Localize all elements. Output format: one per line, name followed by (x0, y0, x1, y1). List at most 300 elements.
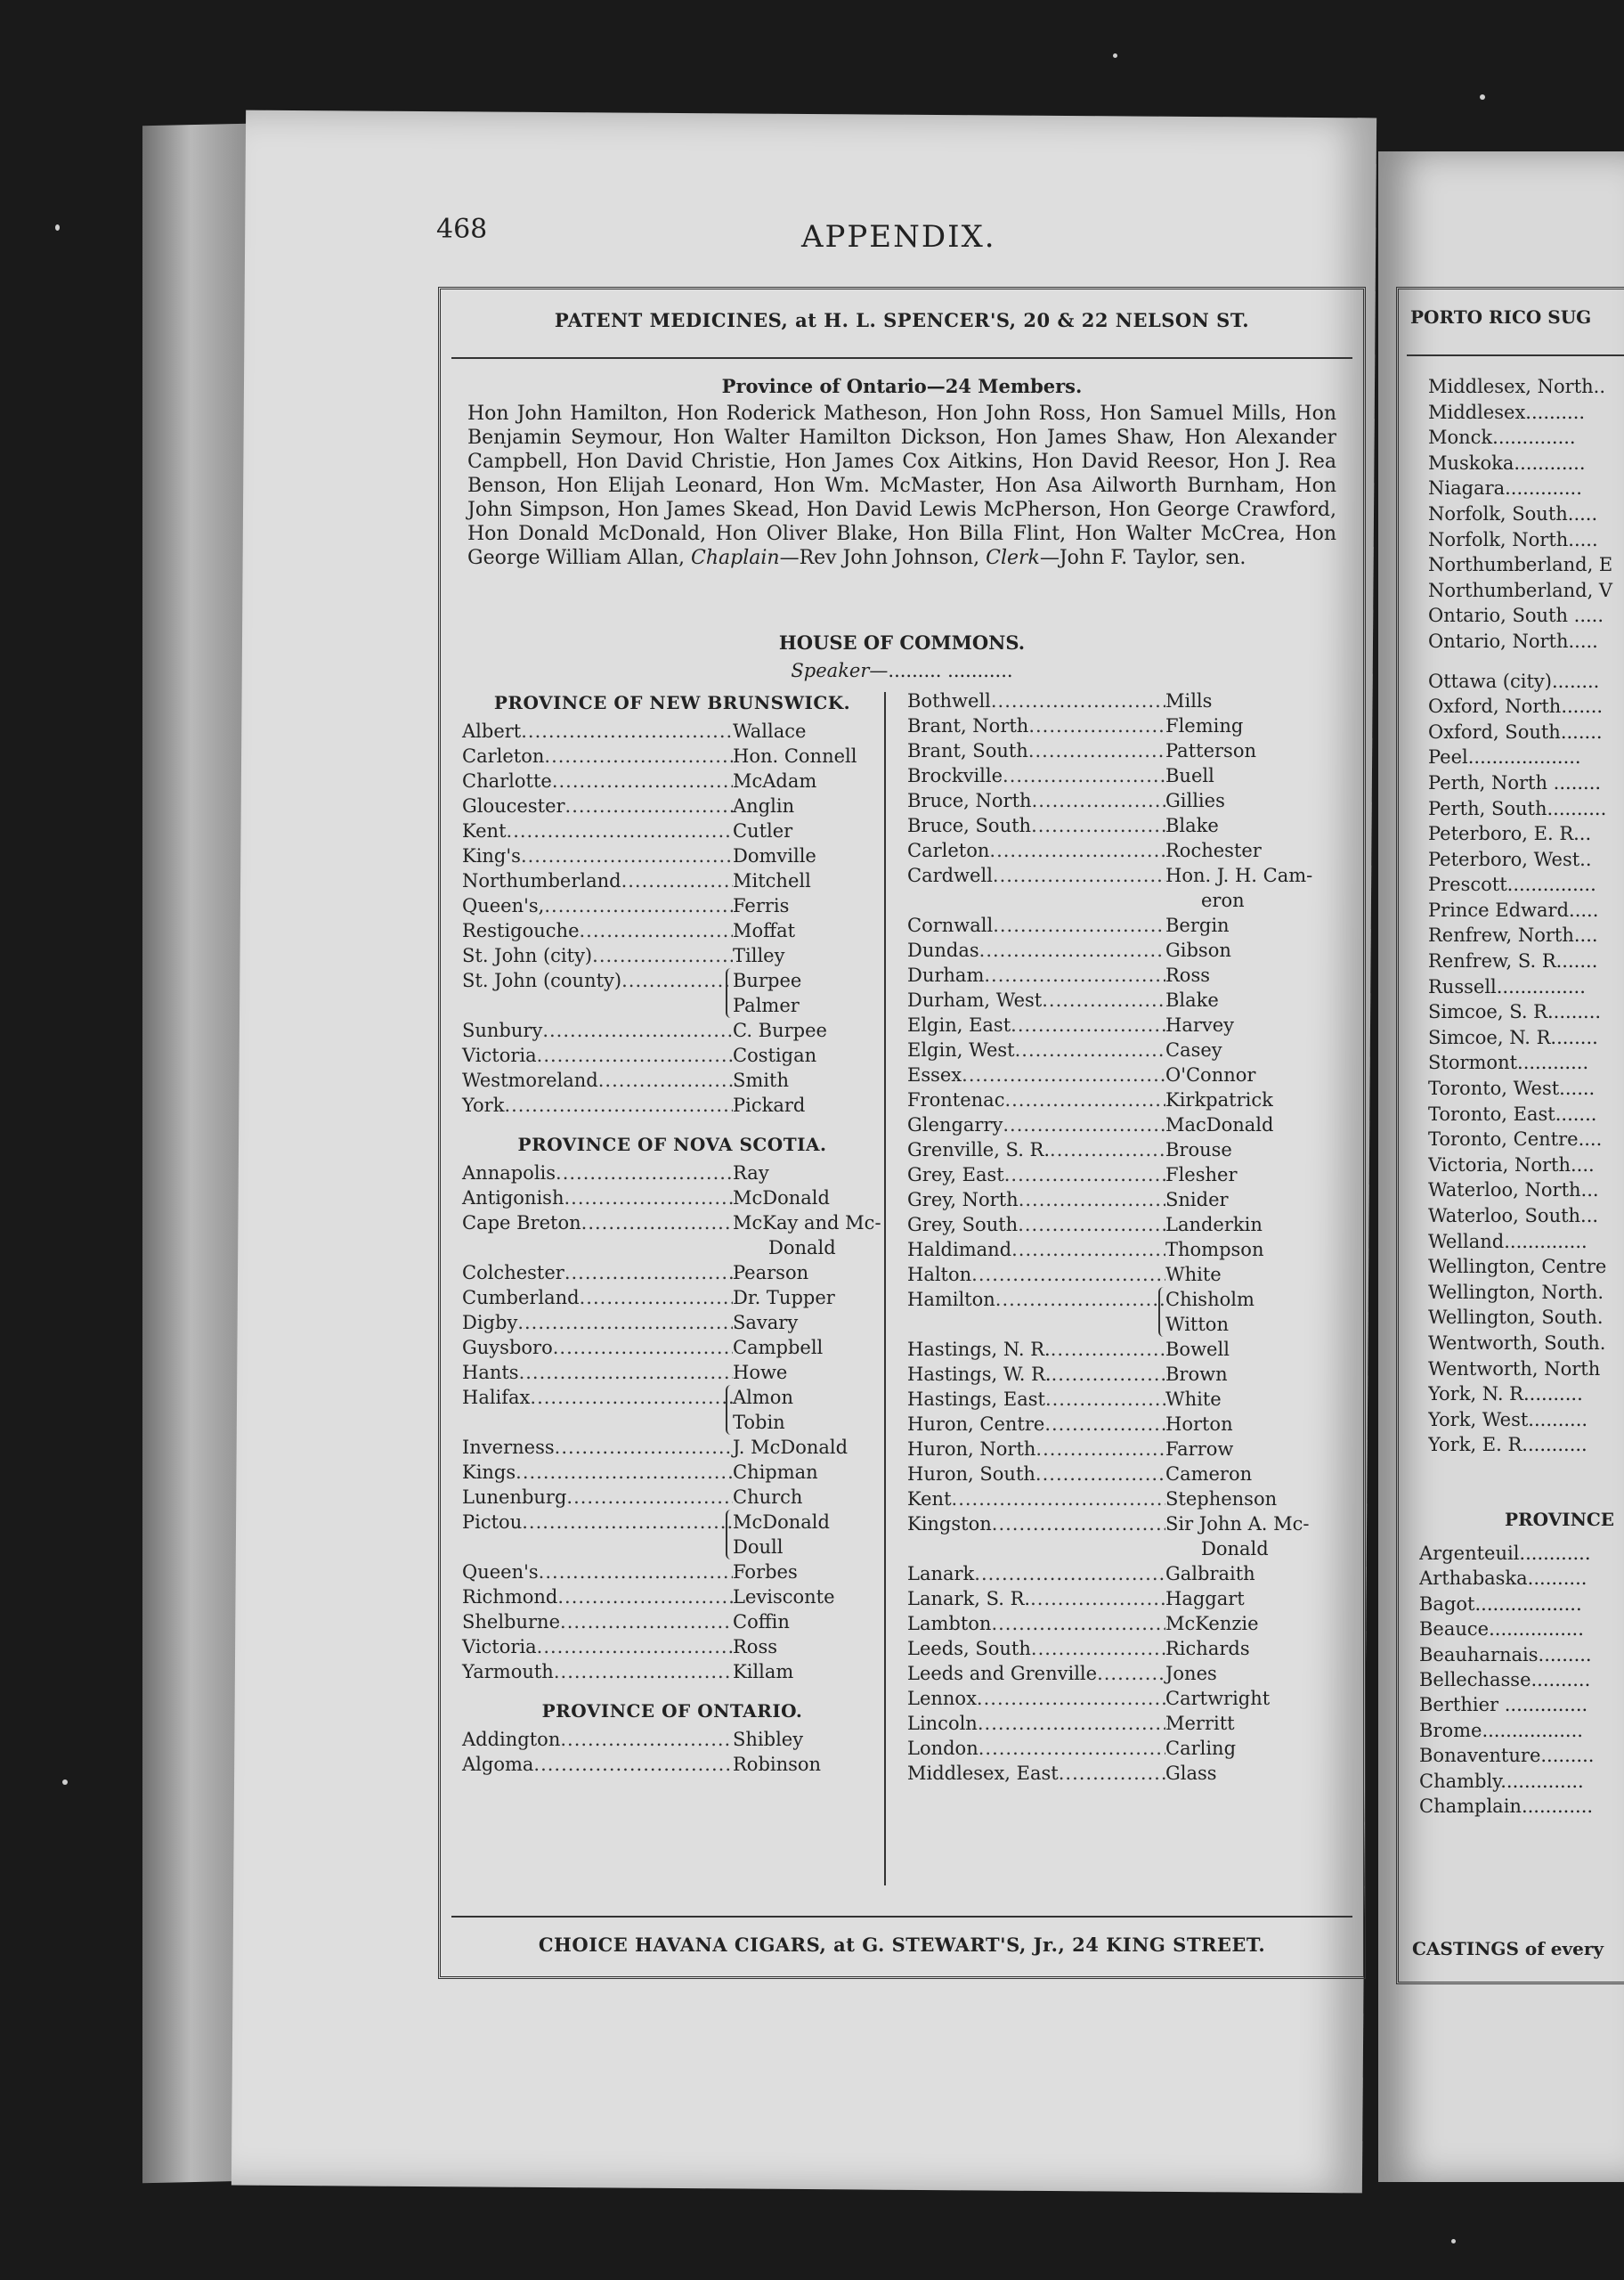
member-name: Ross (1165, 965, 1211, 986)
constituency-entry: Peterboro, E. R... (1428, 823, 1592, 845)
constituency-name: Shelburne (462, 1611, 561, 1633)
constituency-name: Frontenac (907, 1089, 1005, 1111)
constituency-name: Richmond (462, 1586, 558, 1608)
constituency-name: King's (462, 845, 521, 867)
member-name: White (1165, 1388, 1222, 1410)
province-heading-nova-scotia: PROVINCE OF NOVA SCOTIA. (517, 1134, 827, 1155)
member-name: MacDonald (1165, 1114, 1274, 1136)
constituency-row (907, 763, 1352, 788)
constituency-name: Addington (462, 1729, 561, 1750)
leader-dots (952, 1486, 1165, 1511)
constituency-entry: Champlain............ (1419, 1796, 1594, 1818)
leader-dots (1044, 1412, 1165, 1437)
member-name: Jones (1165, 1663, 1217, 1684)
leader-dots (537, 1043, 733, 1068)
leader-dots (1031, 813, 1165, 838)
constituency-entry: Peterboro, West.. (1428, 848, 1592, 870)
constituency-entry: Welland.............. (1428, 1230, 1587, 1252)
constituency-name: London (907, 1738, 978, 1759)
member-name: Ray (733, 1162, 769, 1184)
constituency-entry: Prescott............... (1428, 874, 1596, 896)
leader-dots (552, 769, 733, 794)
constituency-row (907, 1137, 1352, 1162)
member-name: Robinson (733, 1754, 822, 1775)
member-name: Galbraith (1165, 1563, 1255, 1584)
constituency-row (462, 1285, 882, 1310)
leader-dots (984, 963, 1165, 988)
constituency-entry: York, E. R........... (1428, 1434, 1587, 1456)
constituency-entry: Simcoe, S. R......... (1428, 1001, 1602, 1023)
member-name: Flesher (1165, 1164, 1238, 1185)
member-name: Kirkpatrick (1165, 1089, 1273, 1111)
leader-dots (978, 1711, 1165, 1736)
constituency-entry: Stormont............ (1428, 1052, 1589, 1074)
constituency-row (907, 1162, 1352, 1187)
ontario-list-continued (907, 688, 1352, 1786)
constituency-name: Hastings, N. R. (907, 1339, 1051, 1360)
leader-dots (557, 1584, 733, 1609)
constituency-entry: Toronto, East....... (1428, 1103, 1597, 1125)
leader-dots (974, 1561, 1165, 1586)
constituency-row (907, 1337, 1352, 1362)
constituency-entry: Oxford, South....... (1428, 721, 1603, 743)
constituency-name: Durham (907, 965, 985, 986)
constituency-row (462, 1210, 882, 1260)
leader-dots (1018, 1212, 1165, 1237)
leader-dots (1059, 1761, 1165, 1786)
constituency-row (462, 1435, 882, 1460)
constituency-row (462, 943, 882, 968)
leader-dots (530, 1385, 733, 1435)
constituency-entry: Niagara............. (1428, 477, 1582, 500)
leader-dots (621, 968, 733, 1018)
constituency-name: Cornwall (907, 915, 994, 936)
constituency-row (907, 1511, 1352, 1561)
film-speck (1480, 94, 1485, 100)
speaker-line (441, 660, 1363, 681)
member-name: Cutler (733, 820, 793, 842)
constituency-name: Grey, North (907, 1189, 1019, 1210)
member-name: McDonald Doull (733, 1510, 882, 1559)
leader-dots (1035, 1437, 1165, 1462)
constituency-row (907, 738, 1352, 763)
constituency-row (462, 1093, 882, 1118)
leader-dots (1030, 1586, 1165, 1611)
constituency-row (462, 1335, 882, 1360)
constituency-name: Halifax (462, 1387, 531, 1408)
constituency-row (462, 1659, 882, 1684)
right-page-footer-advertisement: CASTINGS of every (1412, 1938, 1604, 1959)
constituency-name: Guysboro (462, 1337, 553, 1358)
member-name: Bowell (1165, 1339, 1230, 1360)
constituency-name: Carleton (907, 840, 990, 861)
leader-dots (598, 1068, 733, 1093)
constituency-name: Kent (907, 1488, 952, 1510)
leader-dots (539, 1559, 733, 1584)
new-brunswick-list (462, 719, 882, 1118)
leader-dots (1003, 763, 1165, 788)
constituency-entry: Oxford, North....... (1428, 696, 1604, 718)
member-name: Shibley (733, 1729, 804, 1750)
senate-heading: Province of Ontario—24 Members. (721, 375, 1083, 397)
province-heading-ontario: PROVINCE OF ONTARIO. (541, 1700, 803, 1722)
constituency-name: Queen's, (462, 895, 545, 916)
leader-dots (995, 1287, 1165, 1337)
constituency-entry: Victoria, North.... (1428, 1153, 1595, 1176)
constituency-row (462, 1260, 882, 1285)
member-name: Horton (1165, 1413, 1233, 1435)
constituency-row (907, 938, 1352, 963)
constituency-name: Huron, South (907, 1463, 1035, 1485)
member-name: Almon Tobin (733, 1385, 882, 1435)
constituency-row (907, 1686, 1352, 1711)
constituency-row (462, 1043, 882, 1068)
constituency-entry: Arthabaska.......... (1419, 1568, 1587, 1590)
constituency-row (462, 1385, 882, 1435)
constituency-entry: Northumberland, E (1428, 554, 1613, 576)
constituency-name: St. John (county) (462, 970, 622, 991)
constituency-name: Kings (462, 1462, 516, 1483)
constituency-name: York (462, 1095, 505, 1116)
leader-dots (533, 1752, 733, 1777)
constituency-row (907, 1063, 1352, 1087)
member-name: Thompson (1165, 1239, 1264, 1260)
leader-dots (1032, 788, 1165, 813)
commons-heading: HOUSE OF COMMONS. (778, 631, 1026, 654)
leader-dots (993, 913, 1165, 938)
constituency-row (907, 863, 1352, 913)
constituency-entry: Wellington, South. (1428, 1307, 1604, 1329)
constituency-entry: Beauce................ (1419, 1618, 1584, 1641)
member-name: Hon. J. H. Cam- eron (1165, 865, 1313, 911)
ontario-list-start (462, 1727, 882, 1777)
constituency-row (907, 838, 1352, 863)
constituency-name: Cumberland (462, 1287, 580, 1308)
constituency-entry: Northumberland, V (1428, 579, 1613, 601)
constituency-entry: Wellington, Centre (1428, 1256, 1607, 1278)
constituency-row (462, 1485, 882, 1510)
constituency-entry: York, N. R.......... (1428, 1383, 1583, 1405)
member-name: Ferris (733, 895, 790, 916)
constituency-name: Brant, South (907, 740, 1028, 761)
member-name: White (1165, 1264, 1222, 1285)
constituency-entry: Bagot.................. (1419, 1592, 1582, 1615)
member-name: Dr. Tupper (733, 1287, 835, 1308)
column-divider (884, 692, 886, 1885)
constituency-row (907, 1262, 1352, 1287)
leader-dots (1028, 738, 1165, 763)
constituency-name: Restigouche (462, 920, 580, 941)
constituency-row (907, 913, 1352, 938)
constituency-row (907, 1462, 1352, 1486)
leader-dots (554, 1659, 733, 1684)
constituency-row (907, 688, 1352, 713)
constituency-entry: Middlesex.......... (1428, 401, 1586, 423)
constituency-name: Colchester (462, 1262, 564, 1283)
constituency-name: Algoma (462, 1754, 534, 1775)
constituency-name: Antigonish (462, 1187, 564, 1209)
member-name: McAdam (733, 770, 817, 792)
constituency-entry: Renfrew, S. R....... (1428, 950, 1598, 973)
leader-dots (993, 863, 1165, 913)
left-column (462, 688, 882, 1777)
constituency-row (907, 963, 1352, 988)
constituency-entry: Berthier .............. (1419, 1694, 1588, 1716)
constituency-row (462, 918, 882, 943)
leader-dots (1004, 1087, 1165, 1112)
constituency-row (462, 818, 882, 843)
constituency-name: Lunenburg (462, 1486, 567, 1508)
leader-dots (1031, 1636, 1165, 1661)
constituency-entry: York, West.......... (1428, 1408, 1588, 1430)
member-name: Campbell (733, 1337, 824, 1358)
member-name: Stephenson (1165, 1488, 1278, 1510)
constituency-row (907, 1387, 1352, 1412)
constituency-row (462, 1559, 882, 1584)
leader-dots (556, 1160, 733, 1185)
constituency-row (462, 1752, 882, 1777)
constituency-name: Cardwell (907, 865, 993, 886)
constituency-entry: Bellechasse.......... (1419, 1669, 1591, 1691)
constituency-name: Albert (462, 721, 522, 742)
member-name: O'Connor (1165, 1064, 1256, 1086)
member-name: Burpee Palmer (733, 968, 882, 1018)
constituency-name: Huron, Centre (907, 1413, 1045, 1435)
constituency-entry: Perth, South.......... (1428, 797, 1607, 819)
constituency-name: Kingston (907, 1513, 992, 1535)
constituency-name: Grey, East (907, 1164, 1004, 1185)
leader-dots (544, 893, 733, 918)
leader-dots (992, 1511, 1165, 1561)
province-heading-new-brunswick: PROVINCE OF NEW BRUNSWICK. (493, 692, 851, 713)
leader-dots (580, 918, 734, 943)
constituency-row (907, 1437, 1352, 1462)
top-rule (451, 357, 1352, 359)
constituency-name: Sunbury (462, 1020, 543, 1041)
constituency-row (462, 1584, 882, 1609)
leader-dots (1019, 1187, 1165, 1212)
leader-dots (991, 688, 1165, 713)
member-name: Levisconte (733, 1586, 835, 1608)
leader-dots (544, 744, 733, 769)
constituency-row (462, 868, 882, 893)
constituency-name: Grey, South (907, 1214, 1019, 1235)
constituency-entry: Beauharnais......... (1419, 1643, 1592, 1665)
member-name: Bergin (1165, 915, 1230, 936)
constituency-name: Haldimand (907, 1239, 1012, 1260)
nova-scotia-list (462, 1160, 882, 1684)
constituency-name: Westmoreland (462, 1070, 598, 1091)
leader-dots (507, 818, 733, 843)
leader-dots (989, 838, 1165, 863)
constituency-entry: Waterloo, North... (1428, 1179, 1599, 1201)
leader-dots (1035, 1462, 1165, 1486)
constituency-row (907, 1636, 1352, 1661)
member-name: Chipman (733, 1462, 818, 1483)
member-name: Savary (733, 1312, 799, 1333)
member-name: Hon. Connell (733, 745, 857, 767)
leader-dots (1028, 713, 1165, 738)
clerk-name: —John F. Taylor, sen. (1039, 547, 1246, 569)
chaplain-name: —Rev John Johnson, (779, 547, 980, 569)
constituency-entry: Perth, North ........ (1428, 771, 1602, 794)
constituency-entry: Toronto, West...... (1428, 1078, 1596, 1100)
right-page-province-heading: PROVINCE (1505, 1509, 1615, 1530)
member-name: Glass (1165, 1763, 1217, 1784)
member-name: Killam (733, 1661, 794, 1682)
leader-dots (1045, 1387, 1165, 1412)
member-name: Blake (1165, 815, 1219, 836)
constituency-row (907, 1586, 1352, 1611)
constituency-row (462, 719, 882, 744)
member-name: McDonald (733, 1187, 830, 1209)
constituency-row (462, 1160, 882, 1185)
constituency-row (907, 1661, 1352, 1686)
constituency-row (462, 1634, 882, 1659)
constituency-row (907, 788, 1352, 813)
leader-dots (521, 843, 733, 868)
member-name: Gillies (1165, 790, 1225, 811)
leader-dots (1097, 1661, 1165, 1686)
member-name: Coffin (733, 1611, 790, 1633)
constituency-row (462, 893, 882, 918)
constituency-entry: Bonaventure......... (1419, 1745, 1595, 1767)
constituency-row (462, 1018, 882, 1043)
constituency-row (907, 988, 1352, 1013)
constituency-entry: Wentworth, South. (1428, 1331, 1606, 1354)
film-speck (55, 224, 60, 231)
constituency-name: Pictou (462, 1511, 523, 1533)
bottom-rule (451, 1916, 1352, 1918)
constituency-name: Kent (462, 820, 507, 842)
senate-members (467, 402, 1336, 570)
constituency-entry: Chambly.............. (1419, 1770, 1584, 1792)
leader-dots (1051, 1337, 1165, 1362)
constituency-row (462, 1727, 882, 1752)
constituency-name: Digby (462, 1312, 518, 1333)
constituency-name: Bruce, South (907, 815, 1032, 836)
constituency-row (907, 1761, 1352, 1786)
leader-dots (521, 719, 733, 744)
member-name: Domville (733, 845, 816, 867)
constituency-name: Carleton (462, 745, 545, 767)
constituency-entry: Russell............... (1428, 975, 1586, 998)
constituency-name: Victoria (462, 1636, 537, 1657)
leader-dots (977, 1686, 1165, 1711)
film-speck (1451, 2239, 1456, 2243)
member-name: Brouse (1165, 1139, 1232, 1160)
constituency-name: Hastings, W. R. (907, 1364, 1052, 1385)
member-name: Cameron (1165, 1463, 1253, 1485)
constituency-row (907, 1611, 1352, 1636)
chaplain-label: Chaplain (691, 547, 780, 569)
constituency-entry: Argenteuil............ (1419, 1543, 1591, 1564)
member-name: Howe (733, 1362, 788, 1383)
senate-member-list: Hon John Hamilton, Hon Roderick Matheson, Hon John Ross, Hon Samuel Mills, Hon Benjamin Seymour, Hon Walter Hamilton Dickson, Hon James Shaw, Hon Alexander Campbell, Hon David Christie, Hon James Cox Aitkins, Hon David Reesor, Hon J. Rea Benson, Hon Elijah Leonard, Hon Wm. McMaster, Hon Asa Ailworth Burnham, Hon John Simpson, Hon James Skead, Hon David Lewis McPherson, Hon George Crawford, Hon Donald McDonald, Hon Oliver Blake, Hon Billa Flint, Hon Walter McCrea, Hon George William Allan, (467, 403, 1336, 569)
constituency-entry: Ontario, North..... (1428, 630, 1598, 652)
leader-dots (504, 1093, 733, 1118)
constituency-name: Northumberland (462, 870, 621, 892)
constituency-name: Brant, North (907, 715, 1029, 737)
constituency-entry: Middlesex, North.. (1428, 376, 1606, 397)
leader-dots (580, 1285, 733, 1310)
right-column (907, 688, 1352, 1786)
leader-dots (564, 1185, 733, 1210)
content-frame (438, 287, 1366, 1979)
leader-dots (522, 1510, 733, 1559)
member-name: Farrow (1165, 1438, 1234, 1460)
member-name: Haggart (1165, 1588, 1245, 1609)
constituency-row (462, 1068, 882, 1093)
leader-dots (517, 1310, 733, 1335)
member-name: Tilley (733, 945, 785, 966)
member-name: Pickard (733, 1095, 806, 1116)
constituency-entry: Renfrew, North.... (1428, 924, 1598, 947)
speaker-label: Speaker (791, 660, 870, 681)
member-name: Rochester (1165, 840, 1262, 861)
constituency-entry: Toronto, Centre.... (1428, 1128, 1603, 1151)
constituency-name: Grenville, S. R. (907, 1139, 1051, 1160)
constituency-name: Inverness (462, 1437, 555, 1458)
member-name: Cartwright (1165, 1688, 1271, 1709)
constituency-row (907, 1237, 1352, 1262)
constituency-name: St. John (city) (462, 945, 593, 966)
leader-dots (565, 794, 733, 818)
constituency-row (907, 1711, 1352, 1736)
bottom-advertisement: CHOICE HAVANA CIGARS, at G. STEWART'S, Jr., 24 KING STREET. (538, 1934, 1266, 1956)
constituency-name: Hastings, East (907, 1388, 1045, 1410)
member-name: Pearson (733, 1262, 809, 1283)
constituency-name: Queen's (462, 1561, 539, 1583)
member-name: Brown (1165, 1364, 1228, 1385)
constituency-row (907, 1412, 1352, 1437)
constituency-name: Yarmouth (462, 1661, 554, 1682)
film-speck (62, 1779, 68, 1785)
constituency-entry: Norfolk, South..... (1428, 502, 1598, 525)
member-name: Casey (1165, 1039, 1222, 1061)
leader-dots (1003, 1112, 1165, 1137)
leader-dots (516, 1460, 733, 1485)
member-name: Buell (1165, 765, 1214, 786)
member-name: Carling (1165, 1738, 1237, 1759)
constituency-entry: Ontario, South ..... (1428, 605, 1604, 627)
constituency-entry: Wellington, North. (1428, 1281, 1604, 1303)
member-name: Landerkin (1165, 1214, 1263, 1235)
member-name: Mills (1165, 690, 1213, 712)
constituency-name: Hants (462, 1362, 519, 1383)
leader-dots (555, 1435, 733, 1460)
constituency-name: Cape Breton (462, 1212, 581, 1234)
constituency-row (907, 1287, 1352, 1337)
constituency-name: Elgin, West (907, 1039, 1015, 1061)
leader-dots (1052, 1362, 1165, 1387)
leader-dots (1042, 988, 1165, 1013)
member-name: McKay and Mc- Donald (733, 1212, 881, 1258)
member-name: McKenzie (1165, 1613, 1259, 1634)
leader-dots (962, 1063, 1165, 1087)
constituency-entry: Brome................. (1419, 1719, 1583, 1741)
member-name: C. Burpee (733, 1020, 827, 1041)
member-name: Richards (1165, 1638, 1250, 1659)
leader-dots (542, 1018, 733, 1043)
constituency-row (907, 1486, 1352, 1511)
leader-dots (621, 868, 733, 893)
leader-dots (971, 1262, 1165, 1287)
member-name: Forbes (733, 1561, 798, 1583)
leader-dots (560, 1609, 733, 1634)
right-page-rule (1407, 354, 1624, 356)
top-advertisement: PATENT MEDICINES, at H. L. SPENCER'S, 20 & 22 NELSON ST. (554, 309, 1250, 331)
